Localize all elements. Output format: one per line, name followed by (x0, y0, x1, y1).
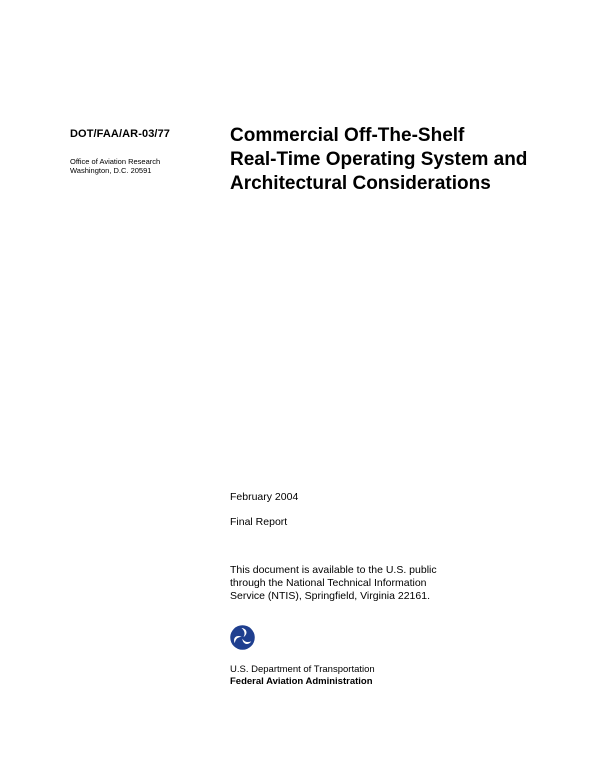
availability-line-1: This document is available to the U.S. public (230, 564, 437, 576)
department-block (230, 664, 375, 688)
report-number: DOT/FAA/AR-03/77 (70, 128, 171, 140)
agency-name: Federal Aviation Administration (230, 676, 373, 687)
availability-line-3: Service (NTIS), Springfield, Virginia 22161. (230, 590, 430, 602)
availability-statement (230, 564, 437, 603)
title-line-3: Architectural Considerations (230, 173, 491, 194)
department-name: U.S. Department of Transportation (230, 664, 375, 675)
report-date: February 2004 (230, 491, 299, 503)
office-name: Office of Aviation Research (70, 157, 161, 166)
title-line-1: Commercial Off-The-Shelf (230, 125, 465, 146)
title-line-2: Real-Time Operating System and (230, 149, 528, 170)
availability-line-2: through the National Technical Information (230, 577, 427, 589)
office-city: Washington, D.C. 20591 (70, 166, 152, 175)
report-title (230, 124, 580, 196)
report-type: Final Report (230, 516, 288, 528)
dot-tri-swirl-icon (230, 625, 255, 650)
office-address (70, 157, 160, 175)
